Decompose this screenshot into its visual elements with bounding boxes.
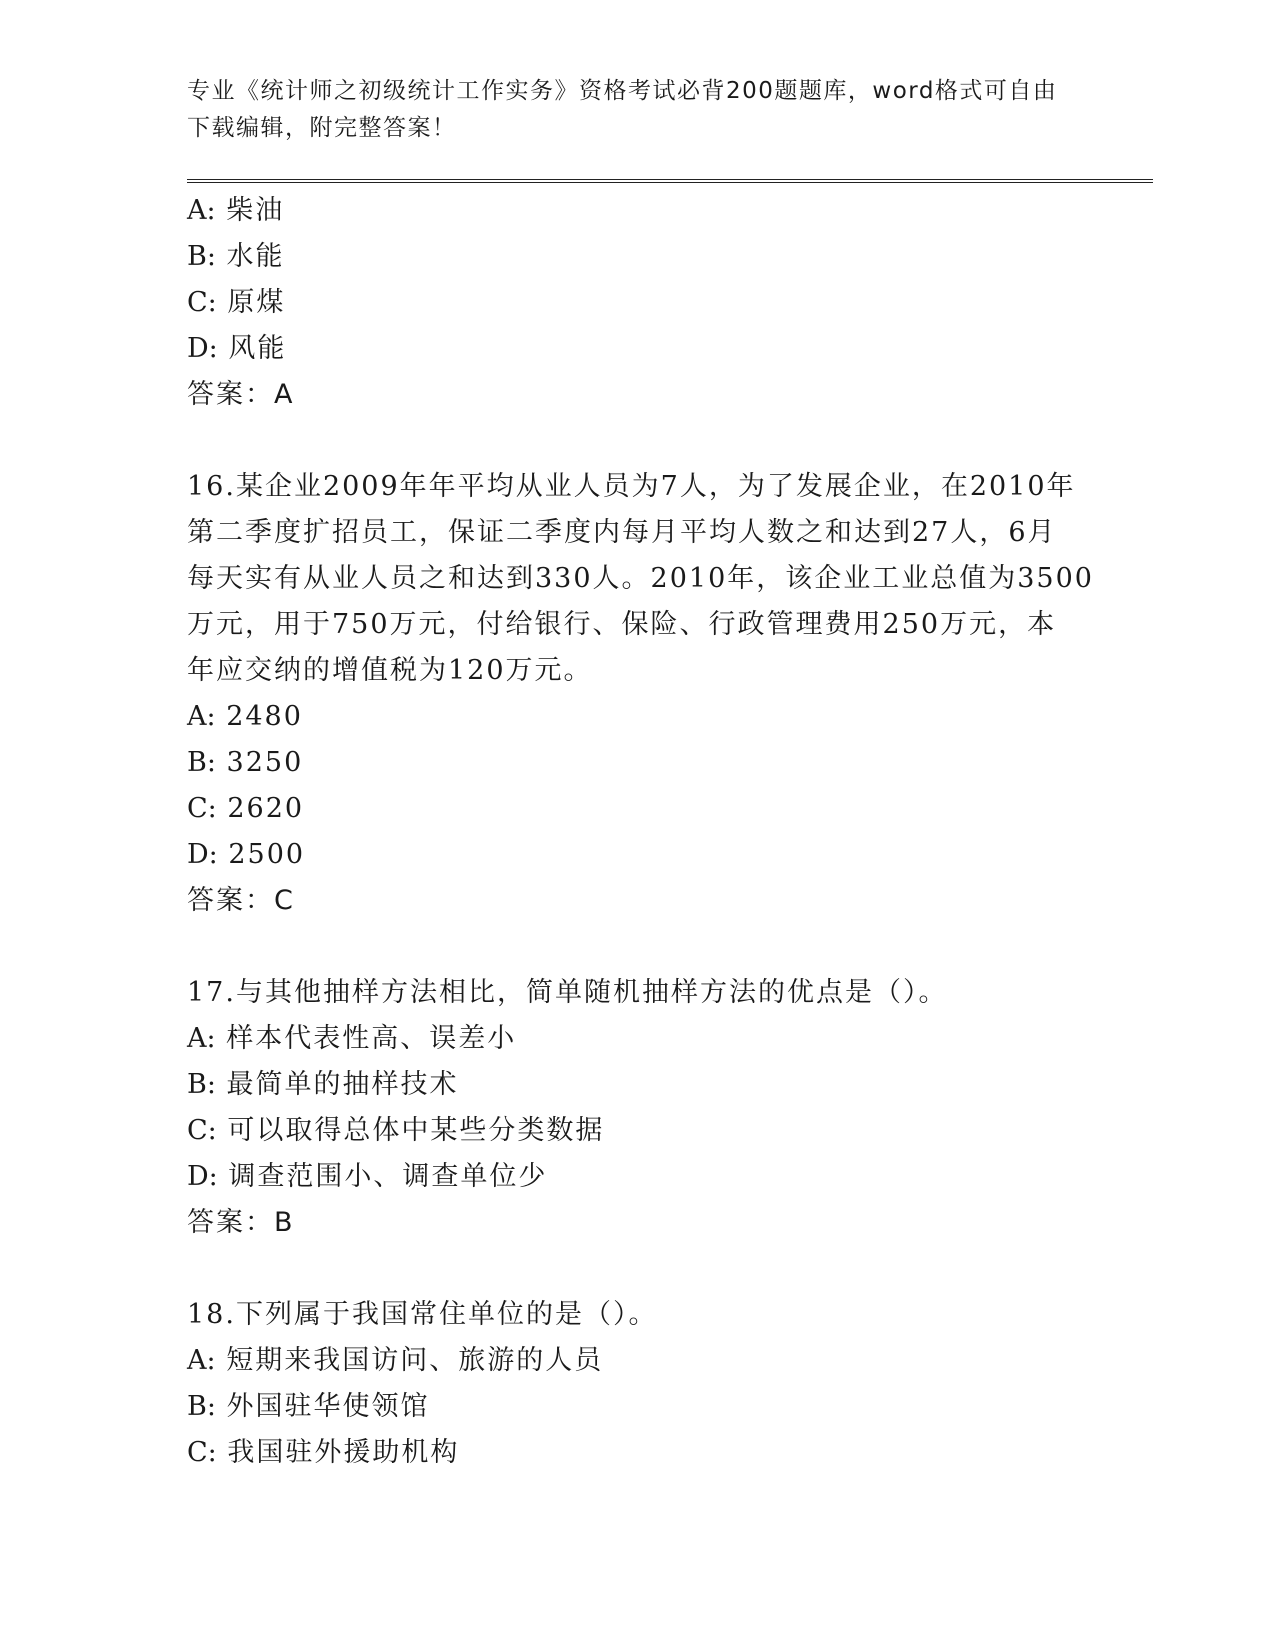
option-c: C: 2620 bbox=[187, 793, 305, 824]
option-a: A: 样本代表性高、误差小 bbox=[187, 1023, 517, 1054]
question-18-block bbox=[187, 1292, 1087, 1476]
spacer bbox=[187, 1246, 1087, 1292]
question-16-line-4: 万元，用于750万元，付给银行、保险、行政管理费用250万元，本 bbox=[187, 609, 1057, 640]
option-d: D: 2500 bbox=[187, 839, 306, 870]
option-b: B: 水能 bbox=[187, 241, 285, 272]
option-d: D: 风能 bbox=[187, 333, 287, 364]
question-16-line-5: 年应交纳的增值税为120万元。 bbox=[187, 655, 593, 686]
question-17-text: 17.与其他抽样方法相比，简单随机抽样方法的优点是（）。 bbox=[187, 977, 948, 1008]
option-c: C: 我国驻外援助机构 bbox=[187, 1437, 460, 1468]
option-c: C: 可以取得总体中某些分类数据 bbox=[187, 1115, 605, 1146]
question-16-block bbox=[187, 464, 1094, 924]
question-18-text: 18.下列属于我国常住单位的是（）。 bbox=[187, 1299, 658, 1330]
answer: 答案：C bbox=[187, 885, 295, 916]
question-17-block bbox=[187, 970, 1087, 1246]
option-d: D: 调查范围小、调查单位少 bbox=[187, 1161, 548, 1192]
spacer bbox=[187, 924, 1087, 970]
page-header bbox=[187, 73, 1077, 147]
spacer bbox=[187, 418, 1087, 464]
header-text: 专业《统计师之初级统计工作实务》资格考试必背200题题库，word格式可自由下载编辑，附完整答案！ bbox=[187, 78, 1058, 141]
option-a: A: 柴油 bbox=[187, 195, 285, 226]
prev-question-block bbox=[187, 188, 1087, 418]
answer: 答案：B bbox=[187, 1207, 295, 1238]
question-16-line-2: 第二季度扩招员工，保证二季度内每月平均人数之和达到27人，6月 bbox=[187, 517, 1057, 548]
question-16-line-1: 16.某企业2009年年平均从业人员为7人，为了发展企业，在2010年 bbox=[187, 471, 1076, 502]
question-16-line-3: 每天实有从业人员之和达到330人。2010年，该企业工业总值为3500 bbox=[187, 563, 1094, 594]
option-b: B: 3250 bbox=[187, 747, 304, 778]
option-b: B: 最简单的抽样技术 bbox=[187, 1069, 459, 1100]
option-c: C: 原煤 bbox=[187, 287, 286, 318]
document-body bbox=[187, 188, 1094, 1476]
header-divider bbox=[187, 179, 1153, 183]
answer: 答案：A bbox=[187, 379, 295, 410]
option-b: B: 外国驻华使领馆 bbox=[187, 1391, 430, 1422]
option-a: A: 2480 bbox=[187, 701, 303, 732]
option-a: A: 短期来我国访问、旅游的人员 bbox=[187, 1345, 604, 1376]
